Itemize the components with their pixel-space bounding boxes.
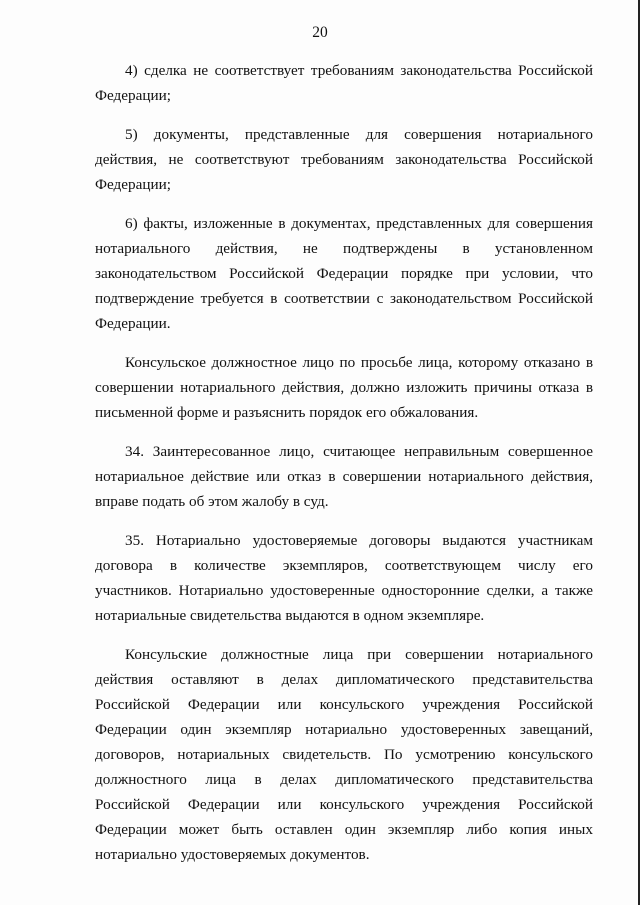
paragraph-article-35: 35. Нотариально удостоверяемые договоры выдаются участникам договора в количестве экземпляров, соответствующем числу его участников. Нотариально удостоверенные односторонние сделки, а также нотариальные свидетельства выдаются в одном экземпляре. [95,532,593,624]
document-body [95,58,593,881]
paragraph-item-5: 5) документы, представленные для совершения нотариального действия, не соответствуют требованиям законодательства Российской Федерации; [95,126,593,193]
paragraph-item-4: 4) сделка не соответствует требованиям законодательства Российской Федерации; [95,62,593,104]
paragraph-item-6: 6) факты, изложенные в документах, представленных для совершения нотариального действия, не подтверждены в установленном законодательством Российской Федерации порядке при условии, что подтверждение требуется в соответствии с законодательством Российской Федерации. [95,215,593,332]
paragraph-copies-retention: Консульские должностные лица при совершении нотариального действия оставляют в делах дипломатического представительства Российской Федерации или консульского учреждения Российской Федерации один экземпляр нотариально удостоверенных завещаний, договоров, нотариальных свидетельств. По усмотрению консульского должностного лица в делах дипломатического представительства Российской Федерации или консульского учреждения Российской Федерации может быть оставлен один экземпляр либо копия иных нотариально удостоверяемых документов. [95,646,593,863]
paragraph-article-34: 34. Заинтересованное лицо, считающее неправильным совершенное нотариальное действие или отказ в совершении нотариального действия, вправе подать об этом жалобу в суд. [95,443,593,510]
paragraph-refusal-reasons: Консульское должностное лицо по просьбе лица, которому отказано в совершении нотариального действия, должно изложить причины отказа в письменной форме и разъяснить порядок его обжалования. [95,354,593,421]
page-number: 20 [312,24,328,41]
